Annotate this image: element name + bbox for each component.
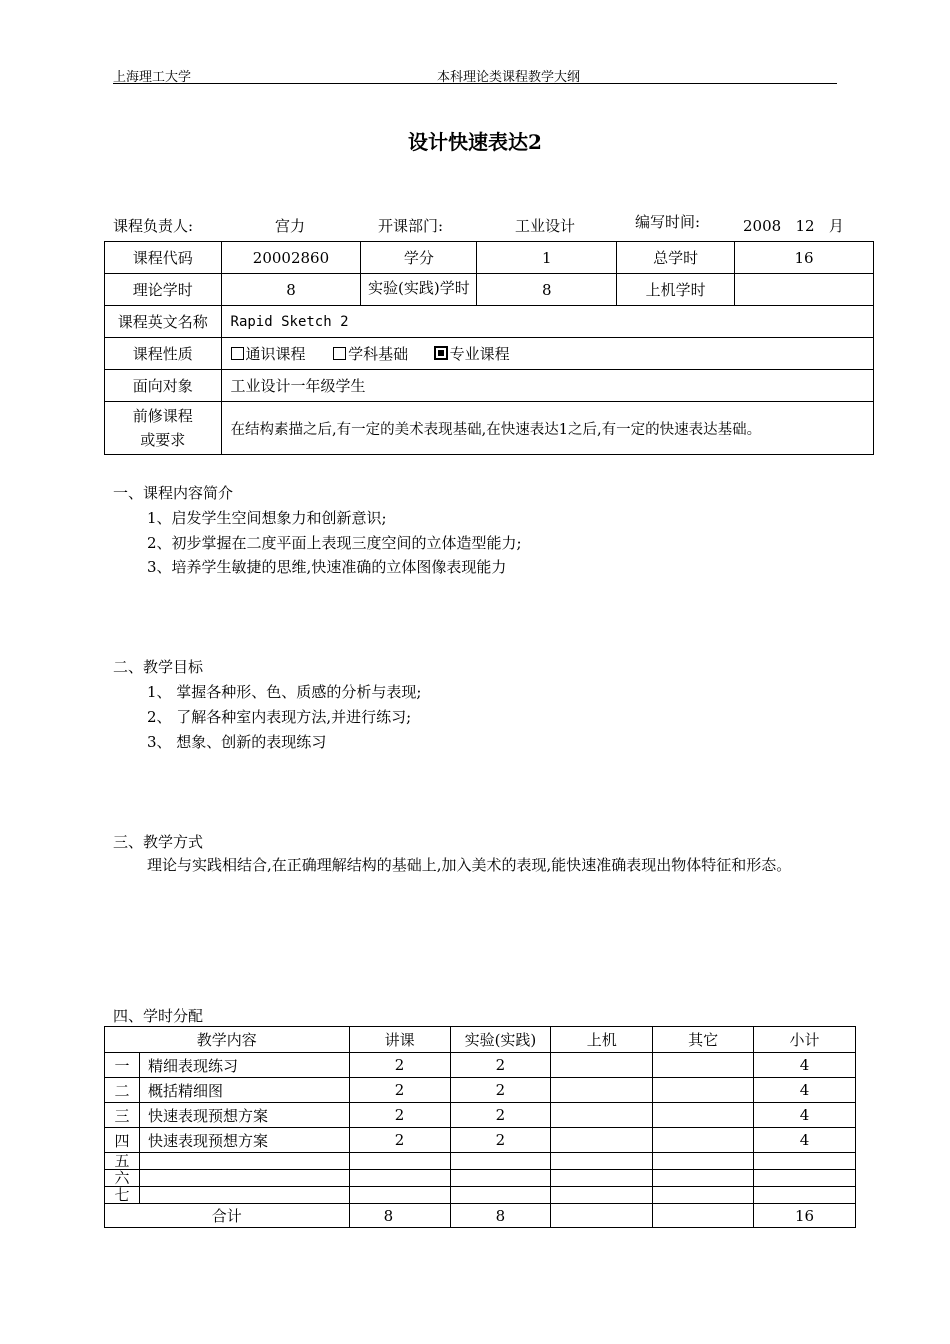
alloc-row-other	[653, 1128, 754, 1153]
alloc-total-other	[653, 1204, 754, 1228]
alloc-row	[105, 1078, 856, 1103]
alloc-row-subtotal	[754, 1153, 856, 1170]
checkbox-foundation-unchecked-icon	[333, 347, 346, 360]
prerequisite-label-line1: 前修课程	[132, 407, 193, 425]
hours-allocation-table	[104, 1026, 856, 1228]
info-row-nature	[105, 338, 874, 370]
alloc-header-other: 其它	[653, 1027, 754, 1053]
alloc-row	[105, 1103, 856, 1128]
alloc-row-index: 五	[105, 1153, 140, 1170]
info-row-hours	[105, 274, 874, 306]
alloc-row-name: 快速表现预想方案	[139, 1103, 349, 1128]
target-audience-value: 工业设计一年级学生	[221, 370, 873, 402]
course-code-value: 20002860	[221, 242, 361, 274]
alloc-row-name	[139, 1187, 349, 1204]
alloc-row-lab	[450, 1187, 551, 1204]
target-audience-label: 面向对象	[105, 370, 222, 402]
alloc-row	[105, 1128, 856, 1153]
total-hours-value: 16	[735, 242, 874, 274]
prerequisite-label-line2: 或要求	[140, 431, 186, 449]
goal-item-1: 1、 掌握各种形、色、质感的分析与表现;	[147, 683, 422, 701]
prerequisite-value: 在结构素描之后,有一定的美术表现基础,在快速表达1之后,有一定的快速表达基础。	[221, 402, 873, 455]
total-hours-label: 总学时	[617, 242, 735, 274]
header-divider	[113, 83, 837, 84]
info-row-target	[105, 370, 874, 402]
section-goal-heading: 二、教学目标	[113, 658, 204, 676]
alloc-header-computer: 上机	[551, 1027, 653, 1053]
info-row-code	[105, 242, 874, 274]
alloc-row-name: 概括精细图	[139, 1078, 349, 1103]
alloc-row-computer	[551, 1170, 653, 1187]
alloc-row-computer	[551, 1153, 653, 1170]
checkbox-general-unchecked-icon	[231, 347, 244, 360]
lab-hours-value: 8	[477, 274, 617, 306]
alloc-row-name: 精细表现练习	[139, 1053, 349, 1078]
section-method-heading: 三、教学方式	[113, 833, 204, 851]
goal-item-3: 3、 想象、创新的表现练习	[147, 733, 327, 751]
alloc-row-index: 七	[105, 1187, 140, 1204]
alloc-row-lab: 2	[450, 1103, 551, 1128]
alloc-row-index: 四	[105, 1128, 140, 1153]
lab-hours-label: 实验(实践)学时	[368, 278, 470, 297]
goal-item-2: 2、 了解各种室内表现方法,并进行练习;	[147, 708, 412, 726]
alloc-row-lecture	[349, 1153, 450, 1170]
alloc-total-row	[105, 1204, 856, 1228]
course-code-label: 课程代码	[105, 242, 222, 274]
lab-hours-label-cell	[361, 274, 477, 306]
alloc-row-lecture	[349, 1170, 450, 1187]
english-name-value: Rapid Sketch 2	[221, 306, 873, 338]
alloc-row-computer	[551, 1078, 653, 1103]
alloc-row-lecture	[349, 1187, 450, 1204]
alloc-row-lab	[450, 1170, 551, 1187]
alloc-row-other	[653, 1053, 754, 1078]
alloc-row-subtotal: 4	[754, 1103, 856, 1128]
alloc-row-index: 六	[105, 1170, 140, 1187]
nature-option-foundation: 学科基础	[348, 345, 409, 363]
alloc-total-lab: 8	[450, 1204, 551, 1228]
prerequisite-label	[105, 402, 222, 455]
info-row-prerequisite	[105, 402, 874, 455]
time-label: 编写时间:	[635, 213, 701, 231]
intro-item-1: 1、启发学生空间想象力和创新意识;	[147, 509, 387, 527]
alloc-row-subtotal: 4	[754, 1053, 856, 1078]
alloc-header-row	[105, 1027, 856, 1053]
intro-item-2: 2、初步掌握在二度平面上表现三度空间的立体造型能力;	[147, 534, 522, 552]
alloc-row-other	[653, 1078, 754, 1103]
dept-value: 工业设计	[515, 217, 576, 235]
alloc-row-lecture: 2	[349, 1128, 450, 1153]
alloc-total-label: 合计	[105, 1204, 350, 1228]
alloc-total-computer	[551, 1204, 653, 1228]
alloc-row	[105, 1153, 856, 1170]
checkbox-major-checked-icon	[434, 346, 448, 360]
document-title: 设计快速表达2	[408, 130, 542, 154]
course-nature-label: 课程性质	[105, 338, 222, 370]
header-university: 上海理工大学	[113, 70, 192, 85]
alloc-row-computer	[551, 1128, 653, 1153]
alloc-row-computer	[551, 1187, 653, 1204]
credit-value: 1	[477, 242, 617, 274]
dept-label: 开课部门:	[378, 217, 444, 235]
alloc-header-subtotal: 小计	[754, 1027, 856, 1053]
computer-hours-label: 上机学时	[617, 274, 735, 306]
alloc-row-computer	[551, 1103, 653, 1128]
alloc-row-lecture: 2	[349, 1103, 450, 1128]
alloc-row-index: 二	[105, 1078, 140, 1103]
alloc-row-lab	[450, 1153, 551, 1170]
alloc-row-name: 快速表现预想方案	[139, 1128, 349, 1153]
section-alloc-heading: 四、学时分配	[113, 1007, 204, 1025]
method-paragraph: 理论与实践相结合,在正确理解结构的基础上,加入美术的表现,能快速准确表现出物体特征和形态。	[147, 856, 792, 874]
alloc-row-lab: 2	[450, 1053, 551, 1078]
alloc-header-lab: 实验(实践)	[450, 1027, 551, 1053]
alloc-row	[105, 1170, 856, 1187]
alloc-row-subtotal: 4	[754, 1078, 856, 1103]
alloc-row-subtotal: 4	[754, 1128, 856, 1153]
intro-item-3: 3、培养学生敏捷的思维,快速准确的立体图像表现能力	[147, 558, 507, 576]
alloc-row	[105, 1187, 856, 1204]
alloc-row-computer	[551, 1053, 653, 1078]
course-info-table	[104, 241, 874, 455]
nature-option-major: 专业课程	[449, 345, 510, 363]
alloc-row-lecture: 2	[349, 1053, 450, 1078]
alloc-row-lecture: 2	[349, 1078, 450, 1103]
nature-option-general: 通识课程	[245, 345, 306, 363]
alloc-header-lecture: 讲课	[349, 1027, 450, 1053]
theory-hours-label: 理论学时	[105, 274, 222, 306]
alloc-row-index: 三	[105, 1103, 140, 1128]
owner-label: 课程负责人:	[113, 217, 194, 235]
info-row-english-name	[105, 306, 874, 338]
alloc-total-subtotal: 16	[754, 1204, 856, 1228]
alloc-row-name	[139, 1153, 349, 1170]
alloc-row	[105, 1053, 856, 1078]
alloc-row-other	[653, 1153, 754, 1170]
alloc-row-subtotal	[754, 1170, 856, 1187]
alloc-row-index: 一	[105, 1053, 140, 1078]
alloc-header-content: 教学内容	[105, 1027, 350, 1053]
computer-hours-value	[735, 274, 874, 306]
course-nature-options	[221, 338, 873, 370]
time-value: 2008 12 月	[743, 217, 844, 235]
alloc-row-other	[653, 1103, 754, 1128]
alloc-total-lecture: 8	[349, 1204, 450, 1228]
theory-hours-value: 8	[221, 274, 361, 306]
alloc-row-lab: 2	[450, 1078, 551, 1103]
header-document-type: 本科理论类课程教学大纲	[437, 70, 581, 85]
credit-label: 学分	[361, 242, 477, 274]
alloc-row-lab: 2	[450, 1128, 551, 1153]
alloc-row-other	[653, 1170, 754, 1187]
alloc-row-other	[653, 1187, 754, 1204]
alloc-row-name	[139, 1170, 349, 1187]
owner-value: 宫力	[275, 217, 306, 235]
alloc-row-subtotal	[754, 1187, 856, 1204]
english-name-label: 课程英文名称	[105, 306, 222, 338]
section-intro-heading: 一、课程内容简介	[113, 484, 234, 502]
